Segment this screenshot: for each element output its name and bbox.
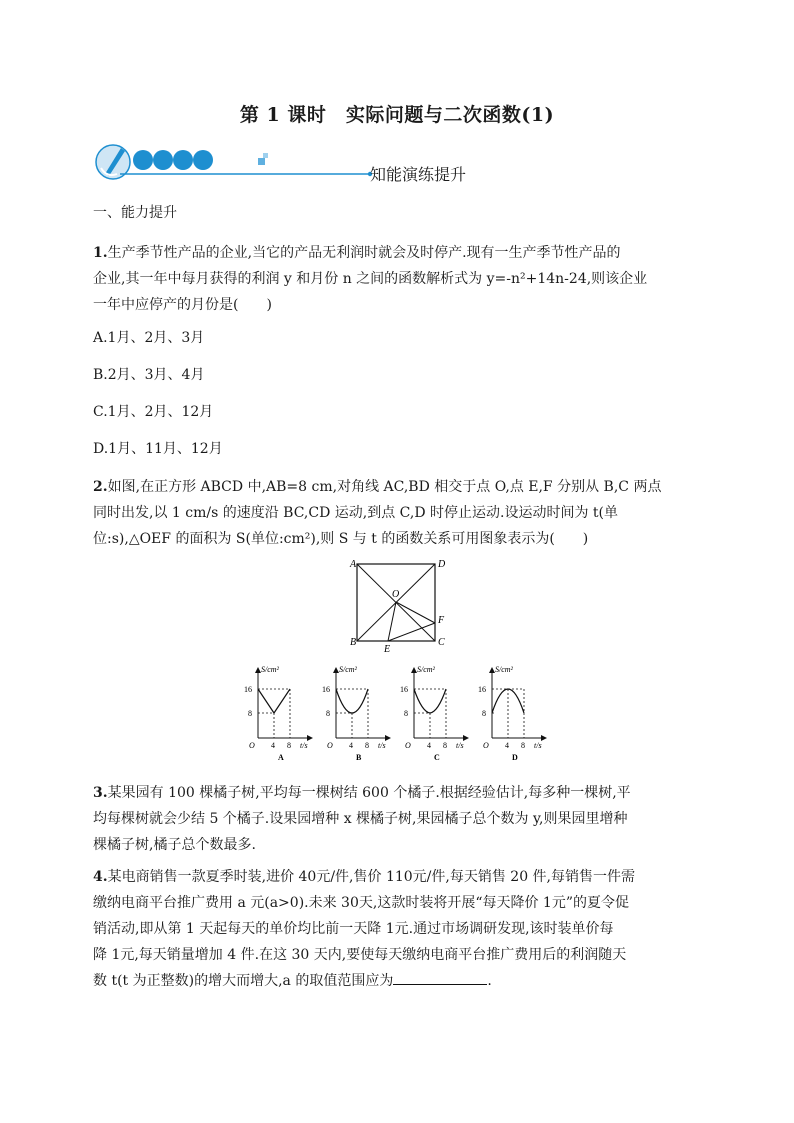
question-text: 如图,在正方形 ABCD 中,AB=8 cm,对角线 AC,BD 相交于点 O,点 E,F 分别从 B,C 两点 <box>107 479 662 495</box>
question-text: 降 1元,每天销量增加 4 件.在这 30 天内,要使每天缴纳电商平台推广费用后的利润随天 <box>93 947 627 963</box>
svg-text:8: 8 <box>326 709 330 718</box>
option-c: C.1月、2月、12月 <box>93 404 214 420</box>
svg-text:S/cm²: S/cm² <box>339 665 357 674</box>
svg-text:S/cm²: S/cm² <box>261 665 279 674</box>
graph-b <box>322 665 390 760</box>
svg-text:O: O <box>249 741 255 750</box>
graph-name: D <box>512 753 518 760</box>
svg-text:S/cm²: S/cm² <box>495 665 513 674</box>
question-text: 销活动,即从第 1 天起每天的单价均比前一天降 1元.通过市场调研发现,该时装单价每 <box>93 921 614 937</box>
svg-text:O: O <box>327 741 333 750</box>
answer-blank[interactable] <box>393 970 487 985</box>
vertex-label: B <box>350 637 357 648</box>
question-text: 棵橘子树,橘子总个数最多. <box>93 837 256 853</box>
question-2 <box>93 474 703 552</box>
svg-text:16: 16 <box>244 685 252 694</box>
section-heading: 一、能力提升 <box>93 205 177 221</box>
graph-name: C <box>434 753 440 760</box>
svg-text:8: 8 <box>443 741 447 750</box>
graph-d <box>478 665 546 760</box>
question-text: 企业,其一年中每月获得的利润 y 和月份 n 之间的函数解析式为 y=-n²+14n-24,则该企业 <box>93 271 648 287</box>
svg-text:4: 4 <box>349 741 353 750</box>
svg-text:8: 8 <box>248 709 252 718</box>
svg-text:4: 4 <box>271 741 275 750</box>
question-3 <box>93 780 703 858</box>
svg-text:t/s: t/s <box>534 741 542 750</box>
graph-name: B <box>356 753 362 760</box>
square-figure <box>340 555 460 655</box>
question-text: 生产季节性产品的企业,当它的产品无利润时就会及时停产.现有一生产季节性产品的 <box>107 245 621 261</box>
svg-text:16: 16 <box>400 685 408 694</box>
svg-text:t/s: t/s <box>456 741 464 750</box>
question-text: 均每棵树就会少结 5 个橘子.设果园增种 x 棵橘子树,果园橘子总个数为 y,则果园里增种 <box>93 811 628 827</box>
question-text: 缴纳电商平台推广费用 a 元(a>0).未来 30天,这款时装将开展“每天降价 1元”的夏令促 <box>93 895 629 911</box>
svg-text:O: O <box>405 741 411 750</box>
svg-text:4: 4 <box>505 741 509 750</box>
svg-text:8: 8 <box>404 709 408 718</box>
question-number: 3. <box>93 785 108 801</box>
svg-text:16: 16 <box>322 685 330 694</box>
answer-graphs <box>240 660 560 760</box>
question-number: 2. <box>93 479 108 495</box>
question-text: 某果园有 100 棵橘子树,平均每一棵树结 600 个橘子.根据经验估计,每多种一棵树,平 <box>107 785 631 801</box>
vertex-label: C <box>438 637 445 648</box>
question-text: 位:s),△OEF 的面积为 S(单位:cm²),则 S 与 t 的函数关系可用图象表示为( ) <box>93 531 589 547</box>
svg-text:4: 4 <box>427 741 431 750</box>
graph-a <box>244 665 312 760</box>
question-number: 4. <box>93 869 108 885</box>
question-text: 数 t(t 为正整数)的增大而增大,a 的取值范围应为 <box>93 973 394 989</box>
svg-text:8: 8 <box>482 709 486 718</box>
option-a: A.1月、2月、3月 <box>93 330 205 346</box>
banner-label: 知能演练提升 <box>370 165 467 184</box>
vertex-label: O <box>392 589 400 600</box>
vertex-label: A <box>350 559 357 570</box>
page-title: 第 1 课时 实际问题与二次函数(1) <box>239 104 555 126</box>
question-text: 某电商销售一款夏季时装,进价 40元/件,售价 110元/件,每天销售 20 件,每销售一件需 <box>107 869 636 885</box>
svg-text:O: O <box>483 741 489 750</box>
graph-name: A <box>278 753 284 760</box>
question-1 <box>93 240 703 318</box>
vertex-label: E <box>384 644 391 655</box>
question-text: 一年中应停产的月份是( ) <box>93 297 272 313</box>
svg-text:16: 16 <box>478 685 486 694</box>
svg-text:t/s: t/s <box>378 741 386 750</box>
option-d: D.1月、11月、12月 <box>93 441 223 457</box>
svg-text:t/s: t/s <box>300 741 308 750</box>
vertex-label: F <box>438 615 445 626</box>
question-number: 1. <box>93 245 108 261</box>
svg-text:8: 8 <box>287 741 291 750</box>
svg-text:S/cm²: S/cm² <box>417 665 435 674</box>
svg-text:8: 8 <box>365 741 369 750</box>
svg-text:8: 8 <box>521 741 525 750</box>
option-b: B.2月、3月、4月 <box>93 367 205 383</box>
question-4: 4.某电商销售一款夏季时装,进价 40元/件,售价 110元/件,每天销售 20 件,每销售一件需 缴纳电商平台推广费用 a 元(a>0).未来 30天,这款时装将开展“每天降价 1元”的夏令促 销活动,即从第 1 天起每天的单价均比前一天降 1元.通过市场调研发现,该时装单价每 降 1元,每天销量增加 4 件.在这 30 天内,要使每天缴纳电商平台推广费用后的利润随天 数 t(t 为正整数)的增大而增大,a 的取值范围应为 . <box>93 864 703 994</box>
graph-c <box>400 665 468 760</box>
question-text: 同时出发,以 1 cm/s 的速度沿 BC,CD 运动,到点 C,D 时停止运动.设运动时间为 t(单 <box>93 505 618 521</box>
vertex-label: D <box>438 559 446 570</box>
